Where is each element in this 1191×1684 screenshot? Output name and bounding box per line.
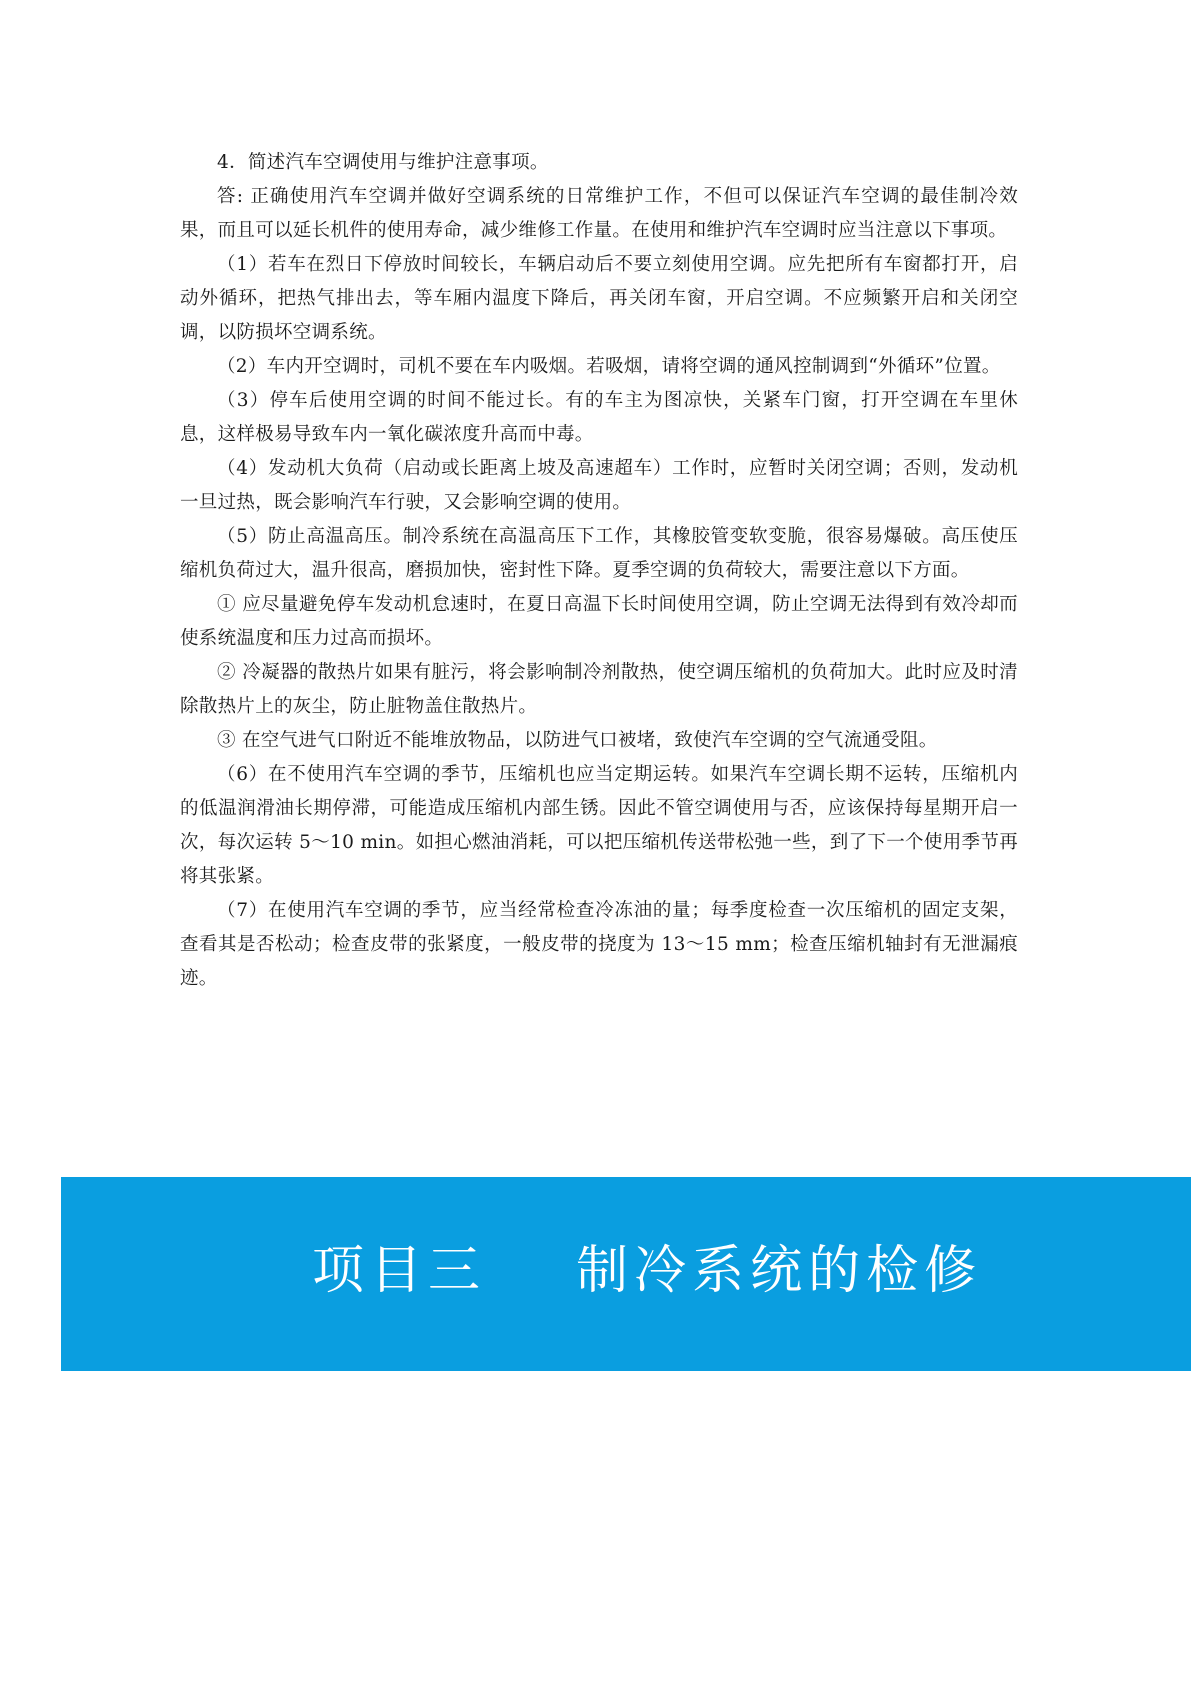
list-item-1: （1）若车在烈日下停放时间较长，车辆启动后不要立刻使用空调。应先把所有车窗都打开，启动外循环，把热气排出去，等车厢内温度下降后，再关闭车窗，开启空调。不应频繁开启和关闭空调，以防损坏空调系统。	[180, 254, 1018, 343]
answer-intro: 答: 正确使用汽车空调并做好空调系统的日常维护工作，不但可以保证汽车空调的最佳制冷效果，而且可以延长机件的使用寿命，减少维修工作量。在使用和维护汽车空调时应当注意以下事项。	[180, 186, 1018, 241]
question-heading: 4．简述汽车空调使用与维护注意事项。	[217, 152, 549, 173]
chapter-banner	[61, 1177, 1191, 1371]
list-item-4: （4）发动机大负荷（启动或长距离上坡及高速超车）工作时，应暂时关闭空调；否则，发动机一旦过热，既会影响汽车行驶，又会影响空调的使用。	[180, 458, 1018, 513]
sub-item-3: ③ 在空气进气口附近不能堆放物品，以防进气口被堵，致使汽车空调的空气流通受阻。	[217, 730, 938, 751]
sub-item-2: ② 冷凝器的散热片如果有脏污，将会影响制冷剂散热，使空调压缩机的负荷加大。此时应及时清除散热片上的灰尘，防止脏物盖住散热片。	[180, 662, 1018, 717]
list-item-6: （6）在不使用汽车空调的季节，压缩机也应当定期运转。如果汽车空调长期不运转，压缩机内的低温润滑油长期停滞，可能造成压缩机内部生锈。因此不管空调使用与否，应该保持每星期开启一次，每次运转 5～10 min。如担心燃油消耗，可以把压缩机传送带松弛一些，到了下一个使用季节再将其张紧。	[180, 764, 1018, 887]
list-item-5: （5）防止高温高压。制冷系统在高温高压下工作，其橡胶管变软变脆，很容易爆破。高压使压缩机负荷过大，温升很高，磨损加快，密封性下降。夏季空调的负荷较大，需要注意以下方面。	[180, 526, 1018, 581]
sub-item-1: ① 应尽量避免停车发动机怠速时，在夏日高温下长时间使用空调，防止空调无法得到有效冷却而使系统温度和压力过高而损坏。	[180, 594, 1018, 649]
list-item-7: （7）在使用汽车空调的季节，应当经常检查冷冻油的量；每季度检查一次压缩机的固定支架，查看其是否松动；检查皮带的张紧度，一般皮带的挠度为 13～15 mm；检查压缩机轴封有无泄漏痕迹。	[180, 900, 1018, 989]
chapter-title: 项目三 制冷系统的检修	[312, 1241, 983, 1301]
list-item-2: （2）车内开空调时，司机不要在车内吸烟。若吸烟，请将空调的通风控制调到“外循环”位置。	[217, 356, 1001, 377]
document-body	[180, 146, 1018, 996]
list-item-3: （3）停车后使用空调的时间不能过长。有的车主为图凉快，关紧车门窗，打开空调在车里休息，这样极易导致车内一氧化碳浓度升高而中毒。	[180, 390, 1018, 445]
